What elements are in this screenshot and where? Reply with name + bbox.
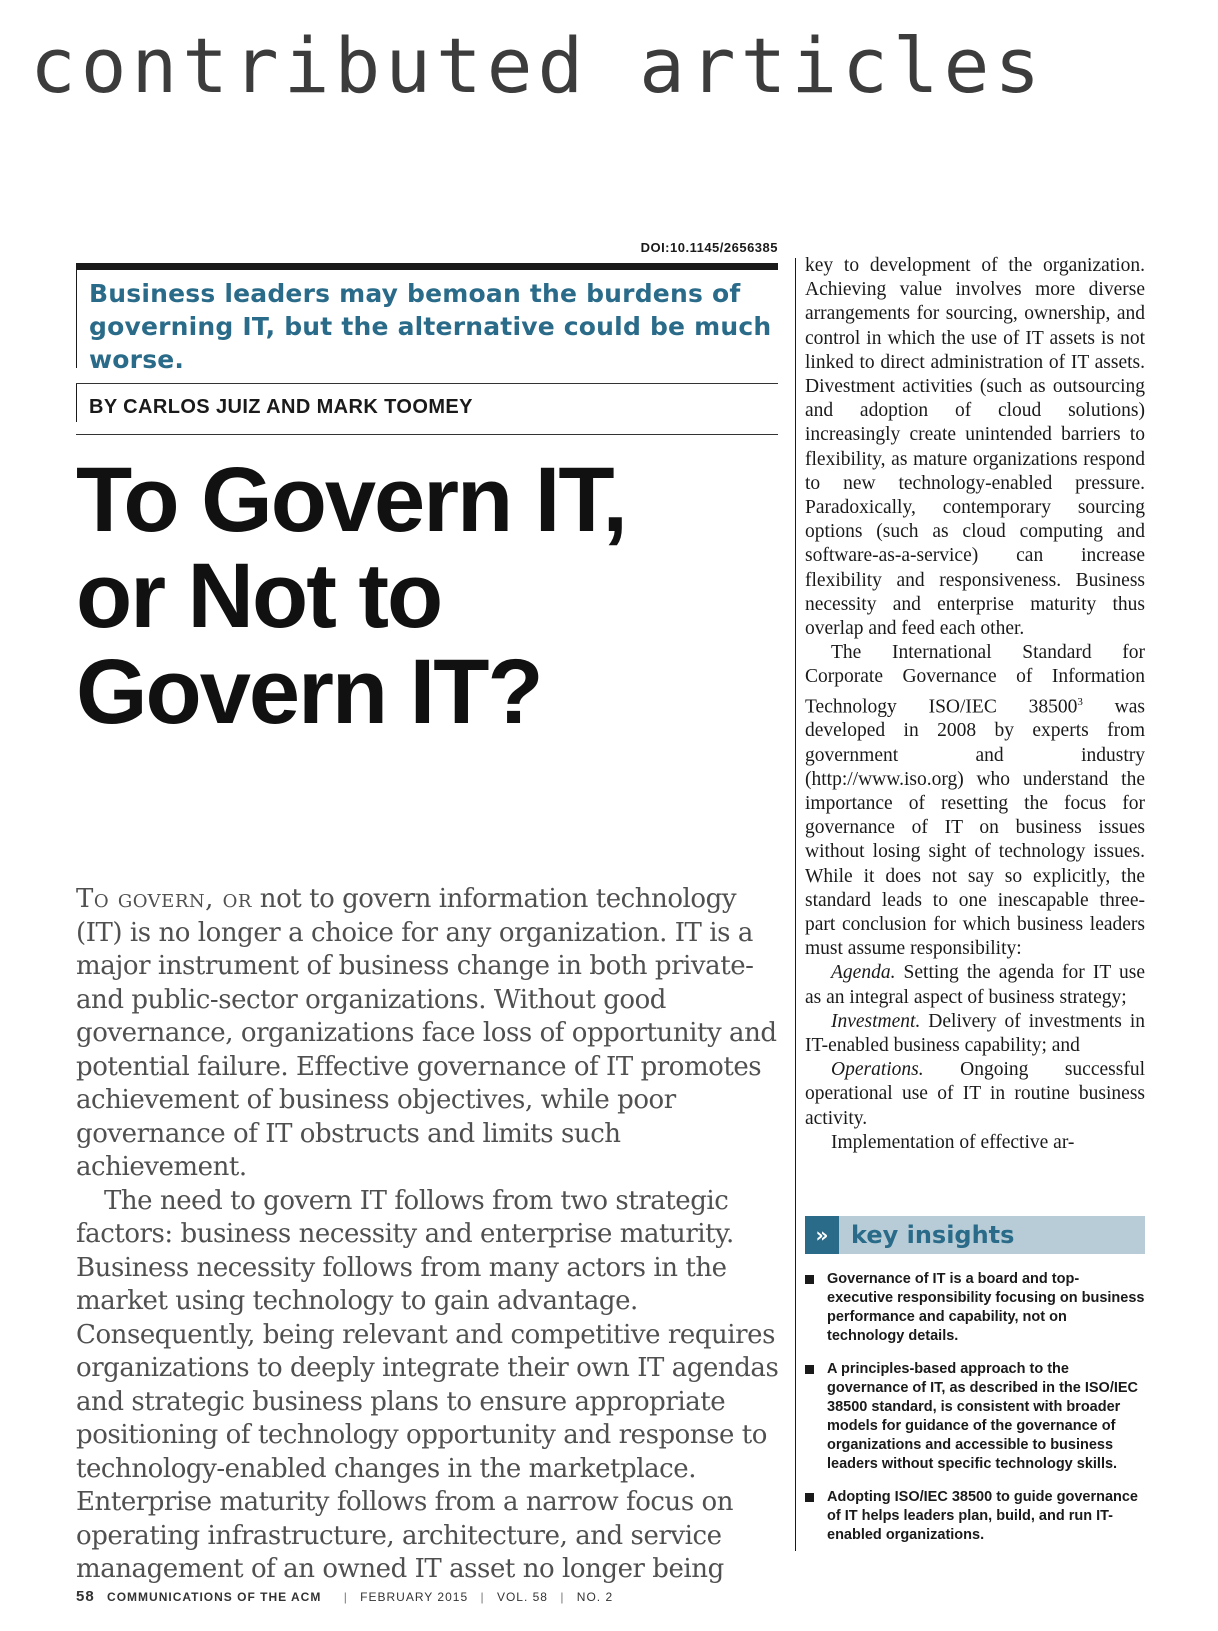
doi: DOI:10.1145/2656385 bbox=[640, 240, 778, 255]
headline-line-2: or Not to bbox=[76, 545, 442, 647]
body-paragraph-last: Implementation of effective ar- bbox=[831, 1131, 1075, 1153]
footer-separator: | bbox=[343, 1590, 348, 1604]
double-chevron-icon: » bbox=[805, 1216, 839, 1254]
magazine-name: COMMUNICATIONS OF THE ACM bbox=[107, 1590, 322, 1604]
issue-date: FEBRUARY 2015 bbox=[360, 1590, 469, 1604]
operations-term: Operations. bbox=[831, 1059, 924, 1081]
square-bullet-icon bbox=[805, 1493, 814, 1502]
page-number: 58 bbox=[76, 1588, 95, 1605]
standfirst: Business leaders may bemoan the burdens of governing IT, but the alternative could be much worse. bbox=[76, 270, 778, 368]
body-paragraph-1: key to development of the organization. Achieving value involves more diverse arrangements for sourcing, ownership, and control in which the use of IT assets is not linked to direct administration of IT assets. Divestment activities (such as outsourcing and adoption of cloud solutions) increasingly create unintended barriers to flexibility, as mature organizations respond to new technology-enabled pressure. Paradoxically, contemporary sourcing options (such as cloud computing and software-as-a-service) can increase flexibility and responsiveness. Business necessity and enterprise maturity thus overlap and feed each other. bbox=[805, 255, 1145, 640]
key-insight-text: A principles-based approach to the governance of IT, as described in the ISO/IEC 38500 standard, is consistent with broader models for guidance of the governance of organizations and accessible to business leaders without specific technology skills. bbox=[827, 1361, 1139, 1472]
agenda-item bbox=[805, 961, 1145, 1009]
headline-line-3: Govern IT? bbox=[76, 641, 542, 743]
key-insights-title: key insights bbox=[851, 1221, 1015, 1249]
square-bullet-icon bbox=[805, 1365, 814, 1374]
right-column-body bbox=[805, 254, 1145, 1155]
key-insight-item bbox=[805, 1270, 1145, 1346]
byline-rule-bottom bbox=[76, 434, 778, 435]
column-divider bbox=[795, 258, 796, 1551]
section-header: contributed articles bbox=[30, 21, 1046, 110]
byline-text: BY CARLOS JUIZ AND MARK TOOMEY bbox=[89, 396, 473, 418]
lede-opening-caps: To govern, or bbox=[76, 884, 252, 914]
headline-line-1: To Govern IT, bbox=[76, 449, 626, 551]
body-paragraph-2-b: was developed in 2008 by experts from government and industry (http://www.iso.org) who understand the importance of resetting the focus for governance of IT on business issues without losing sight of technology issues. While it does not say so explicitly, the standard leads to one inescapable three-part conclusion for which business leaders must assume responsibility: bbox=[805, 696, 1145, 960]
body-paragraph-2 bbox=[805, 641, 1145, 961]
key-insights-header bbox=[805, 1216, 1145, 1254]
volume: VOL. 58 bbox=[496, 1590, 548, 1604]
lede bbox=[76, 883, 782, 1587]
headline bbox=[76, 449, 776, 743]
page-footer bbox=[76, 1588, 613, 1605]
square-bullet-icon bbox=[805, 1275, 814, 1284]
footer-separator: | bbox=[560, 1590, 565, 1604]
investment-item bbox=[805, 1010, 1145, 1058]
key-insight-item bbox=[805, 1360, 1145, 1474]
reference-marker: 3 bbox=[1077, 695, 1083, 708]
investment-text: Delivery of investments in IT-enabled business capability; and bbox=[805, 1010, 1145, 1056]
agenda-term: Agenda. bbox=[831, 962, 896, 984]
operations-text: Ongoing successful operational use of IT in routine business activity. bbox=[805, 1059, 1145, 1129]
agenda-text: Setting the agenda for IT use as an integral aspect of business strategy; bbox=[805, 962, 1145, 1008]
key-insight-text: Governance of IT is a board and top-executive responsibility focusing on business performance and capability, not on technology details. bbox=[827, 1271, 1145, 1344]
key-insight-text: Adopting ISO/IEC 38500 to guide governance of IT helps leaders plan, build, and run IT-enabled organizations. bbox=[827, 1489, 1138, 1543]
lede-paragraph-1-text: not to govern information technology (IT) is no longer a choice for any organization. IT is a major instrument of business change in both private- and public-sector organizations. Without good governance, organizations face loss of opportunity and potential failure. Effective governance of IT promotes achievement of business objectives, while poor governance of IT obstructs and limits such achievement. bbox=[76, 884, 777, 1182]
body-paragraph-2-a: The International Standard for Corporate Governance of Information Technology ISO/IEC 38500 bbox=[805, 642, 1145, 718]
investment-term: Investment. bbox=[831, 1010, 921, 1032]
footer-separator: | bbox=[480, 1590, 485, 1604]
lede-paragraph-1 bbox=[76, 883, 782, 1185]
issue-number: NO. 2 bbox=[576, 1590, 614, 1604]
byline bbox=[76, 384, 778, 422]
key-insights-list bbox=[805, 1270, 1145, 1559]
operations-item bbox=[805, 1058, 1145, 1131]
lede-paragraph-2: The need to govern IT follows from two strategic factors: business necessity and enterprise maturity. Business necessity follows from many actors in the market using technology to gain advantage. Consequently, being relevant and competitive requires organizations to deeply integrate their own IT agendas and strategic business plans to ensure appropriate positioning of technology opportunity and response to technology-enabled changes in the marketplace. Enterprise maturity follows from a narrow focus on operating infrastructure, architecture, and service management of an owned IT asset no longer being bbox=[76, 1185, 779, 1584]
key-insight-item bbox=[805, 1488, 1145, 1545]
top-rule bbox=[76, 263, 778, 270]
